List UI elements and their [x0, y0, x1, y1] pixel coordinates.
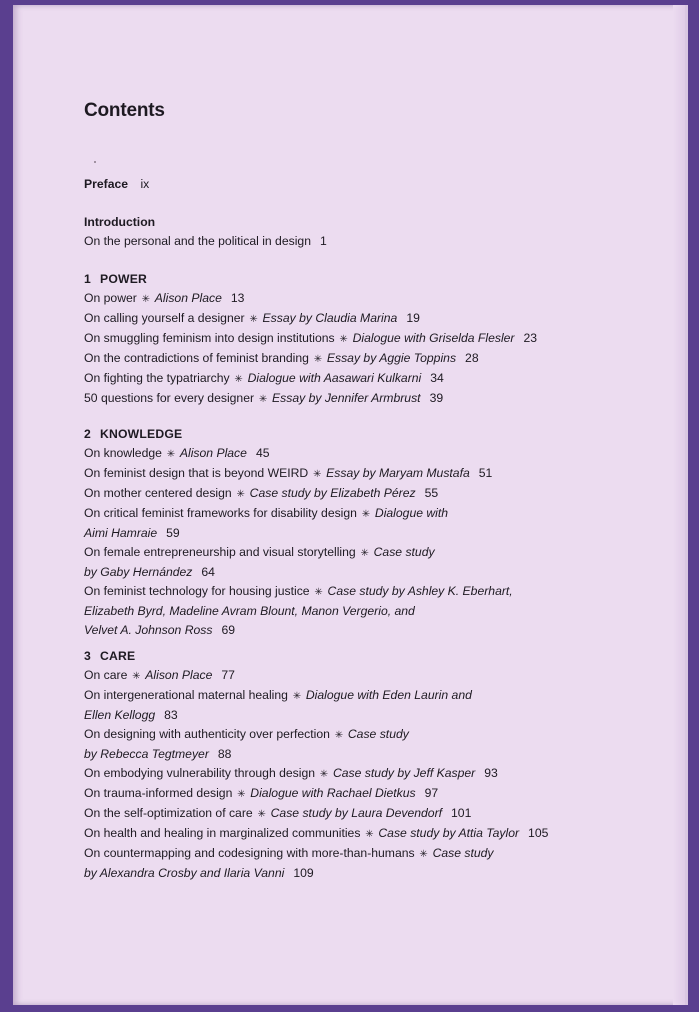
preface-page: ix	[140, 177, 150, 191]
section-heading	[84, 425, 674, 444]
asterisk-separator-icon: ✳	[233, 489, 248, 500]
entry-author: by Gaby Hernández	[84, 565, 193, 579]
entry-author: Essay by Maryam Mustafa	[326, 466, 470, 480]
entry-author: Case study	[347, 727, 409, 741]
entry-title: On countermapping and codesigning with more-than-humans	[84, 846, 415, 860]
toc-entry	[84, 309, 674, 329]
toc-line	[84, 745, 674, 764]
toc-entry	[84, 504, 674, 543]
entry-author: Case study by Elizabeth Pérez	[249, 486, 416, 500]
toc-line	[84, 484, 674, 504]
toc-entry	[84, 543, 674, 582]
section-number: 2	[84, 427, 91, 441]
asterisk-separator-icon: ✳	[254, 809, 269, 820]
section-number: 3	[84, 649, 91, 663]
toc-entry	[84, 764, 674, 784]
asterisk-separator-icon: ✳	[331, 730, 346, 741]
asterisk-separator-icon: ✳	[358, 509, 373, 520]
asterisk-separator-icon: ✳	[138, 294, 153, 305]
section-title: KNOWLEDGE	[99, 427, 183, 441]
toc-line	[84, 289, 674, 309]
page-edge	[673, 5, 685, 1005]
entry-page: 101	[451, 806, 472, 820]
introduction-entry	[84, 232, 674, 251]
entry-title: On the self-optimization of care	[84, 806, 253, 820]
entry-title: On health and healing in marginalized communities	[84, 826, 361, 840]
entry-author: Dialogue with Eden Laurin and	[305, 688, 472, 702]
entry-author: Alison Place	[179, 446, 247, 460]
toc-line	[84, 543, 674, 563]
toc-entry	[84, 389, 674, 409]
entry-page: 1	[319, 234, 327, 248]
asterisk-separator-icon: ✳	[362, 829, 377, 840]
toc-line	[84, 824, 674, 844]
entry-title: On intergenerational maternal healing	[84, 688, 288, 702]
toc-entry	[84, 725, 674, 764]
speck	[94, 161, 96, 163]
section-number: 1	[84, 272, 91, 286]
toc-entry	[84, 582, 674, 640]
entry-page: 19	[406, 311, 420, 325]
entry-page: 45	[255, 446, 270, 460]
entry-author: Elizabeth Byrd, Madeline Avram Blount, Manon Vergerio, and	[84, 604, 415, 618]
section-care	[84, 647, 674, 883]
entry-title: On feminist technology for housing justice	[84, 584, 310, 598]
toc-line	[84, 864, 674, 883]
toc-entry	[84, 444, 674, 464]
asterisk-separator-icon: ✳	[310, 354, 325, 365]
entry-title: On feminist design that is beyond WEIRD	[84, 466, 309, 480]
entry-title: On fighting the typatriarchy	[84, 371, 230, 385]
entry-title: On mother centered design	[84, 486, 232, 500]
toc-line	[84, 706, 674, 725]
entry-title: On trauma-informed design	[84, 786, 233, 800]
toc-line	[84, 389, 674, 409]
asterisk-separator-icon: ✳	[289, 691, 304, 702]
entry-author: Dialogue with Griselda Flesler	[352, 331, 515, 345]
entry-author: Essay by Claudia Marina	[262, 311, 398, 325]
entry-author: Dialogue with Rachael Dietkus	[250, 786, 416, 800]
entry-author: Dialogue with Aasawari Kulkarni	[247, 371, 422, 385]
toc-line	[84, 309, 674, 329]
toc-line	[84, 582, 674, 602]
toc-line	[84, 602, 674, 621]
entry-page: 13	[230, 291, 245, 305]
entry-author: Case study	[432, 846, 494, 860]
entry-page: 59	[166, 526, 180, 540]
section-heading	[84, 270, 674, 289]
toc-entry	[84, 369, 674, 389]
entry-text: On the personal and the political in design	[84, 234, 311, 248]
toc-line	[84, 784, 674, 804]
entry-page: 64	[201, 565, 215, 579]
asterisk-separator-icon: ✳	[231, 374, 246, 385]
entry-author: by Alexandra Crosby and Ilaria Vanni	[84, 866, 285, 880]
entry-page: 88	[217, 747, 232, 761]
entry-title: On power	[84, 291, 137, 305]
toc-entry	[84, 844, 674, 883]
entry-author: Alison Place	[154, 291, 222, 305]
toc-entry	[84, 329, 674, 349]
entry-page: 69	[221, 623, 236, 637]
entry-author: Velvet A. Johnson Ross	[84, 623, 213, 637]
toc-line	[84, 804, 674, 824]
entry-author: Alison Place	[145, 668, 213, 682]
entry-page: 39	[429, 391, 444, 405]
entry-author: Case study by Jeff Kasper	[332, 766, 476, 780]
entry-title: On embodying vulnerability through design	[84, 766, 316, 780]
toc-entry	[84, 464, 674, 484]
toc-line	[84, 725, 674, 745]
toc-line	[84, 504, 674, 524]
asterisk-separator-icon: ✳	[246, 314, 261, 325]
entry-author: Case study by Laura Devendorf	[270, 806, 443, 820]
toc-entry	[84, 666, 674, 686]
entry-page: 23	[523, 331, 538, 345]
toc-line	[84, 764, 674, 784]
section-title: POWER	[99, 272, 148, 286]
toc-line	[84, 329, 674, 349]
toc-entry	[84, 824, 674, 844]
entry-page: 97	[424, 786, 439, 800]
entry-author: Case study	[373, 545, 435, 559]
entry-author: Essay by Aggie Toppins	[326, 351, 457, 365]
entry-title: 50 questions for every designer	[84, 391, 255, 405]
entry-page: 105	[528, 826, 549, 840]
section-knowledge	[84, 425, 674, 640]
toc-line	[84, 621, 674, 640]
section-heading	[84, 647, 674, 666]
entry-page: 55	[424, 486, 439, 500]
section-power	[84, 270, 674, 409]
entry-title: On smuggling feminism into design institutions	[84, 331, 335, 345]
toc-line	[84, 666, 674, 686]
toc-line	[84, 349, 674, 369]
entry-author: Case study by Attia Taylor	[378, 826, 520, 840]
entry-author: by Rebecca Tegtmeyer	[84, 747, 209, 761]
toc-entry	[84, 349, 674, 369]
asterisk-separator-icon: ✳	[256, 394, 270, 405]
asterisk-separator-icon: ✳	[234, 789, 249, 800]
asterisk-separator-icon: ✳	[357, 548, 372, 559]
section-title: CARE	[99, 649, 136, 663]
entry-page: 77	[221, 668, 235, 682]
entry-title: On calling yourself a designer	[84, 311, 245, 325]
entry-title: On critical feminist frameworks for disability design	[84, 506, 357, 520]
toc-entry	[84, 784, 674, 804]
entry-title: On care	[84, 668, 128, 682]
contents-page	[84, 100, 674, 880]
asterisk-separator-icon: ✳	[129, 671, 144, 682]
toc-entry	[84, 484, 674, 504]
toc-entry	[84, 686, 674, 725]
asterisk-separator-icon: ✳	[317, 769, 331, 780]
entry-author: Ellen Kellogg	[84, 708, 156, 722]
asterisk-separator-icon: ✳	[416, 849, 431, 860]
asterisk-separator-icon: ✳	[310, 469, 325, 480]
entry-page: 109	[293, 866, 314, 880]
entry-page: 93	[484, 766, 498, 780]
entry-author: Dialogue with	[374, 506, 449, 520]
preface-entry	[84, 175, 674, 194]
entry-author: Aimi Hamraie	[84, 526, 158, 540]
toc-line	[84, 369, 674, 389]
toc-line	[84, 844, 674, 864]
introduction-block	[84, 213, 674, 251]
toc-entry	[84, 289, 674, 309]
page-title: Contents	[84, 100, 165, 121]
entry-title: On the contradictions of feminist branding	[84, 351, 309, 365]
toc-line	[84, 563, 674, 582]
entry-page: 34	[430, 371, 444, 385]
toc-line	[84, 444, 674, 464]
preface-label: Preface	[84, 177, 129, 191]
entry-title: On designing with authenticity over perfection	[84, 727, 330, 741]
toc-entry	[84, 804, 674, 824]
toc-line	[84, 464, 674, 484]
asterisk-separator-icon: ✳	[336, 334, 351, 345]
entry-title: On female entrepreneurship and visual storytelling	[84, 545, 356, 559]
book-page	[13, 5, 688, 1005]
entry-page: 51	[478, 466, 493, 480]
introduction-heading: Introduction	[84, 215, 156, 229]
entry-author: Essay by Jennifer Armbrust	[272, 391, 421, 405]
toc-line	[84, 686, 674, 706]
entry-author: Case study by Ashley K. Eberhart,	[327, 584, 513, 598]
asterisk-separator-icon: ✳	[163, 449, 178, 460]
asterisk-separator-icon: ✳	[311, 587, 326, 598]
entry-page: 83	[164, 708, 178, 722]
toc-line	[84, 524, 674, 543]
entry-page: 28	[465, 351, 479, 365]
entry-title: On knowledge	[84, 446, 162, 460]
